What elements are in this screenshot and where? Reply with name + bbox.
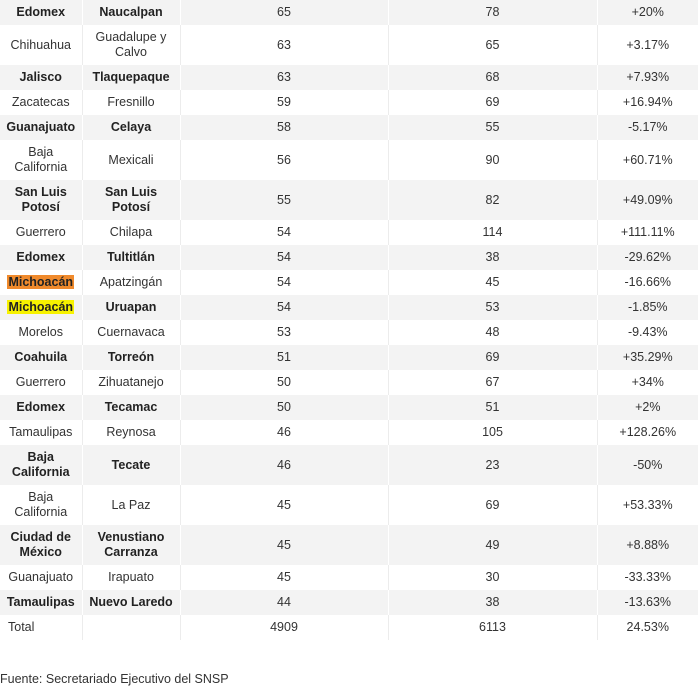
change-percent-cell [597,295,698,320]
city-name: Fresnillo [107,95,155,109]
state-name: Guanajuato [6,120,76,134]
city-name: Tlaquepaque [92,70,170,84]
cell-value: -50% [633,457,663,472]
cell-value: 30 [485,570,500,584]
city-cell [82,220,180,245]
value-2018-cell [180,220,388,245]
city-name: Zihuatanejo [98,375,164,389]
value-2018-cell [180,25,388,65]
state-name: Edomex [16,250,66,264]
value-2018-cell [180,395,388,420]
table-row [0,420,698,445]
city-cell [82,320,180,345]
city-name: Tultitlán [107,250,155,264]
cell-value: 59 [277,95,291,109]
state-cell [0,485,82,525]
city-name: Reynosa [106,425,156,439]
city-cell [82,25,180,65]
city-cell [82,565,180,590]
cell-value: 105 [482,425,503,439]
value-2018-cell [180,320,388,345]
change-percent-cell [597,25,698,65]
cell-value: 51 [485,400,500,414]
city-cell [82,115,180,140]
table-row [0,320,698,345]
cell-value: 63 [277,37,291,52]
value-2018-cell [180,295,388,320]
value-2019-cell [388,0,597,25]
value-2018-cell [180,245,388,270]
cell-value: +35.29% [622,350,673,364]
city-name: Venustiano Carranza [97,530,165,559]
table-row [0,590,698,615]
cell-value: 78 [485,5,500,19]
change-percent-cell [597,0,698,25]
state-cell [0,525,82,565]
value-2019-cell [388,395,597,420]
cell-value: +111.11% [620,225,675,239]
change-percent-cell [597,525,698,565]
cell-value: 54 [277,275,291,289]
cell-value: -5.17% [627,120,668,134]
state-cell [0,245,82,270]
cell-value: 82 [485,192,500,207]
value-2019-cell [388,115,597,140]
city-name: Torreón [107,350,155,364]
city-cell [82,345,180,370]
value-2019-cell [388,370,597,395]
cell-value: 45 [277,537,291,552]
cell-value: -29.62% [624,250,672,264]
cell-value: 46 [277,457,291,472]
value-2018-cell [180,140,388,180]
state-cell [0,180,82,220]
table-row [0,445,698,485]
city-cell [82,245,180,270]
cell-value: 68 [485,70,500,84]
table-row [0,345,698,370]
cell-value: 67 [485,375,500,389]
cell-value: -9.43% [627,325,668,339]
value-2019-cell [388,320,597,345]
city-cell [82,140,180,180]
change-percent-cell [597,180,698,220]
city-cell [82,420,180,445]
value-2018-cell [180,590,388,615]
value-2018-cell [180,270,388,295]
state-cell [0,345,82,370]
value-2018-cell [180,485,388,525]
cell-value: 53 [277,325,291,339]
value-2018-cell [180,420,388,445]
table-row [0,295,698,320]
value-2019-cell [388,220,597,245]
city-name: Mexicali [108,152,154,167]
cell-value: 44 [277,595,291,609]
cell-value: 69 [485,497,500,512]
cell-value: 54 [277,300,291,314]
total-label: Total [0,615,82,640]
value-2019-cell [388,270,597,295]
state-name: Guerrero [15,225,66,239]
table-row [0,25,698,65]
city-cell [82,485,180,525]
value-2019-cell [388,295,597,320]
table-row [0,270,698,295]
table-row [0,140,698,180]
value-2019-cell [388,565,597,590]
state-cell [0,25,82,65]
value-2018-cell [180,370,388,395]
cell-value: +8.88% [626,537,670,552]
cell-value: +2% [635,400,661,414]
cell-value: 55 [277,192,291,207]
table-row [0,565,698,590]
value-2018-cell [180,90,388,115]
change-percent-cell [597,320,698,345]
state-name: Tamaulipas [9,425,73,439]
state-cell [0,0,82,25]
city-cell [82,270,180,295]
total-change: 24.53% [597,615,698,640]
cell-value: -33.33% [624,570,672,584]
cell-value: 54 [277,250,291,264]
city-name: Guadalupe y Calvo [95,30,167,59]
state-cell [0,220,82,245]
cell-value: -13.63% [624,595,672,609]
state-name: Michoacán [8,275,74,289]
cell-value: 90 [485,152,500,167]
source-note: Fuente: Secretariado Ejecutivo del SNSP [0,672,229,686]
value-2019-cell [388,590,597,615]
cell-value: 38 [485,595,500,609]
state-cell [0,420,82,445]
city-cell [82,445,180,485]
table-row [0,0,698,25]
city-name: Nuevo Laredo [89,595,173,609]
value-2019-cell [388,345,597,370]
cell-value: +49.09% [622,192,673,207]
state-cell [0,590,82,615]
change-percent-cell [597,395,698,420]
value-2018-cell [180,180,388,220]
table-row [0,180,698,220]
change-percent-cell [597,445,698,485]
state-cell [0,395,82,420]
cell-value: +53.33% [622,497,673,512]
change-percent-cell [597,565,698,590]
cell-value: +34% [631,375,664,389]
value-2018-cell [180,65,388,90]
change-percent-cell [597,90,698,115]
city-name: Cuernavaca [97,325,165,339]
state-name: Morelos [18,325,63,339]
table-row [0,220,698,245]
table-row [0,525,698,565]
total-2019: 6113 [388,615,597,640]
city-cell [82,370,180,395]
change-percent-cell [597,140,698,180]
state-name: Chihuahua [10,37,71,52]
city-name: Tecamac [104,400,158,414]
table-row [0,395,698,420]
cell-value: 49 [485,537,500,552]
city-cell [82,395,180,420]
value-2018-cell [180,565,388,590]
value-2018-cell [180,115,388,140]
city-name: Chilapa [109,225,153,239]
value-2018-cell [180,525,388,565]
state-cell [0,90,82,115]
state-name: Guanajuato [8,570,74,584]
state-cell [0,565,82,590]
change-percent-cell [597,270,698,295]
cell-value: +7.93% [626,70,670,84]
city-cell [82,590,180,615]
cell-value: 69 [485,95,500,109]
state-name: Coahuila [14,350,68,364]
cell-value: +20% [631,5,664,19]
cell-value: 58 [277,120,291,134]
cell-value: 48 [485,325,500,339]
cell-value: 55 [485,120,500,134]
city-cell [82,525,180,565]
cell-value: 46 [277,425,291,439]
city-name: Celaya [110,120,152,134]
value-2019-cell [388,525,597,565]
cell-value: 45 [485,275,500,289]
cell-value: 53 [485,300,500,314]
cell-value: 56 [277,152,291,167]
value-2018-cell [180,0,388,25]
cell-value: 114 [482,225,503,239]
change-percent-cell [597,370,698,395]
change-percent-cell [597,590,698,615]
city-cell [82,65,180,90]
cell-value: 50 [277,375,291,389]
cell-value: +60.71% [622,152,673,167]
change-percent-cell [597,220,698,245]
state-cell [0,65,82,90]
value-2019-cell [388,25,597,65]
cell-value: 65 [485,37,500,52]
city-cell [82,90,180,115]
state-cell [0,295,82,320]
change-percent-cell [597,115,698,140]
change-percent-cell [597,485,698,525]
cell-value: 45 [277,497,291,512]
value-2019-cell [388,445,597,485]
total-2018: 4909 [180,615,388,640]
value-2018-cell [180,445,388,485]
city-name: San Luis Potosí [104,185,158,214]
cell-value: 45 [277,570,291,584]
empty-cell [82,615,180,640]
cell-value: +16.94% [622,95,673,109]
change-percent-cell [597,65,698,90]
value-2019-cell [388,65,597,90]
state-cell [0,115,82,140]
city-name: Irapuato [108,570,154,584]
change-percent-cell [597,245,698,270]
change-percent-cell [597,420,698,445]
value-2018-cell [180,345,388,370]
state-name: Ciudad de México [10,530,71,559]
city-name: Uruapan [105,300,157,314]
state-name: Baja California [11,450,70,479]
city-cell [82,0,180,25]
city-name: La Paz [111,497,151,512]
state-name: Edomex [16,400,66,414]
state-cell [0,270,82,295]
value-2019-cell [388,90,597,115]
state-cell [0,140,82,180]
value-2019-cell [388,140,597,180]
table-row [0,90,698,115]
cell-value: -1.85% [627,300,668,314]
value-2019-cell [388,180,597,220]
city-cell [82,295,180,320]
state-name: Baja California [14,145,68,174]
state-name: Michoacán [8,300,74,314]
state-name: Jalisco [19,70,62,84]
table-row [0,245,698,270]
table-row [0,370,698,395]
cell-value: 51 [277,350,291,364]
city-name: Apatzingán [99,275,163,289]
value-2019-cell [388,245,597,270]
table-row [0,485,698,525]
state-cell [0,370,82,395]
state-name: Baja California [14,490,68,519]
state-name: San Luis Potosí [14,185,67,214]
table-row [0,115,698,140]
state-cell [0,320,82,345]
state-name: Guerrero [15,375,66,389]
cell-value: +128.26% [619,425,677,439]
cell-value: 50 [277,400,291,414]
cell-value: 63 [277,70,291,84]
value-2019-cell [388,485,597,525]
state-name: Zacatecas [11,95,70,109]
cell-value: 69 [485,350,500,364]
cell-value: -16.66% [624,275,672,289]
state-name: Tamaulipas [6,595,75,609]
cell-value: 38 [485,250,500,264]
state-cell [0,445,82,485]
state-name: Edomex [16,5,66,19]
cell-value: 54 [277,225,291,239]
change-percent-cell [597,345,698,370]
city-name: Naucalpan [99,5,163,19]
city-name: Tecate [111,457,151,472]
city-cell [82,180,180,220]
value-2019-cell [388,420,597,445]
cell-value: +3.17% [626,37,670,52]
table-row [0,65,698,90]
cell-value: 23 [485,457,500,472]
cell-value: 65 [277,5,291,19]
total-row [0,615,698,640]
